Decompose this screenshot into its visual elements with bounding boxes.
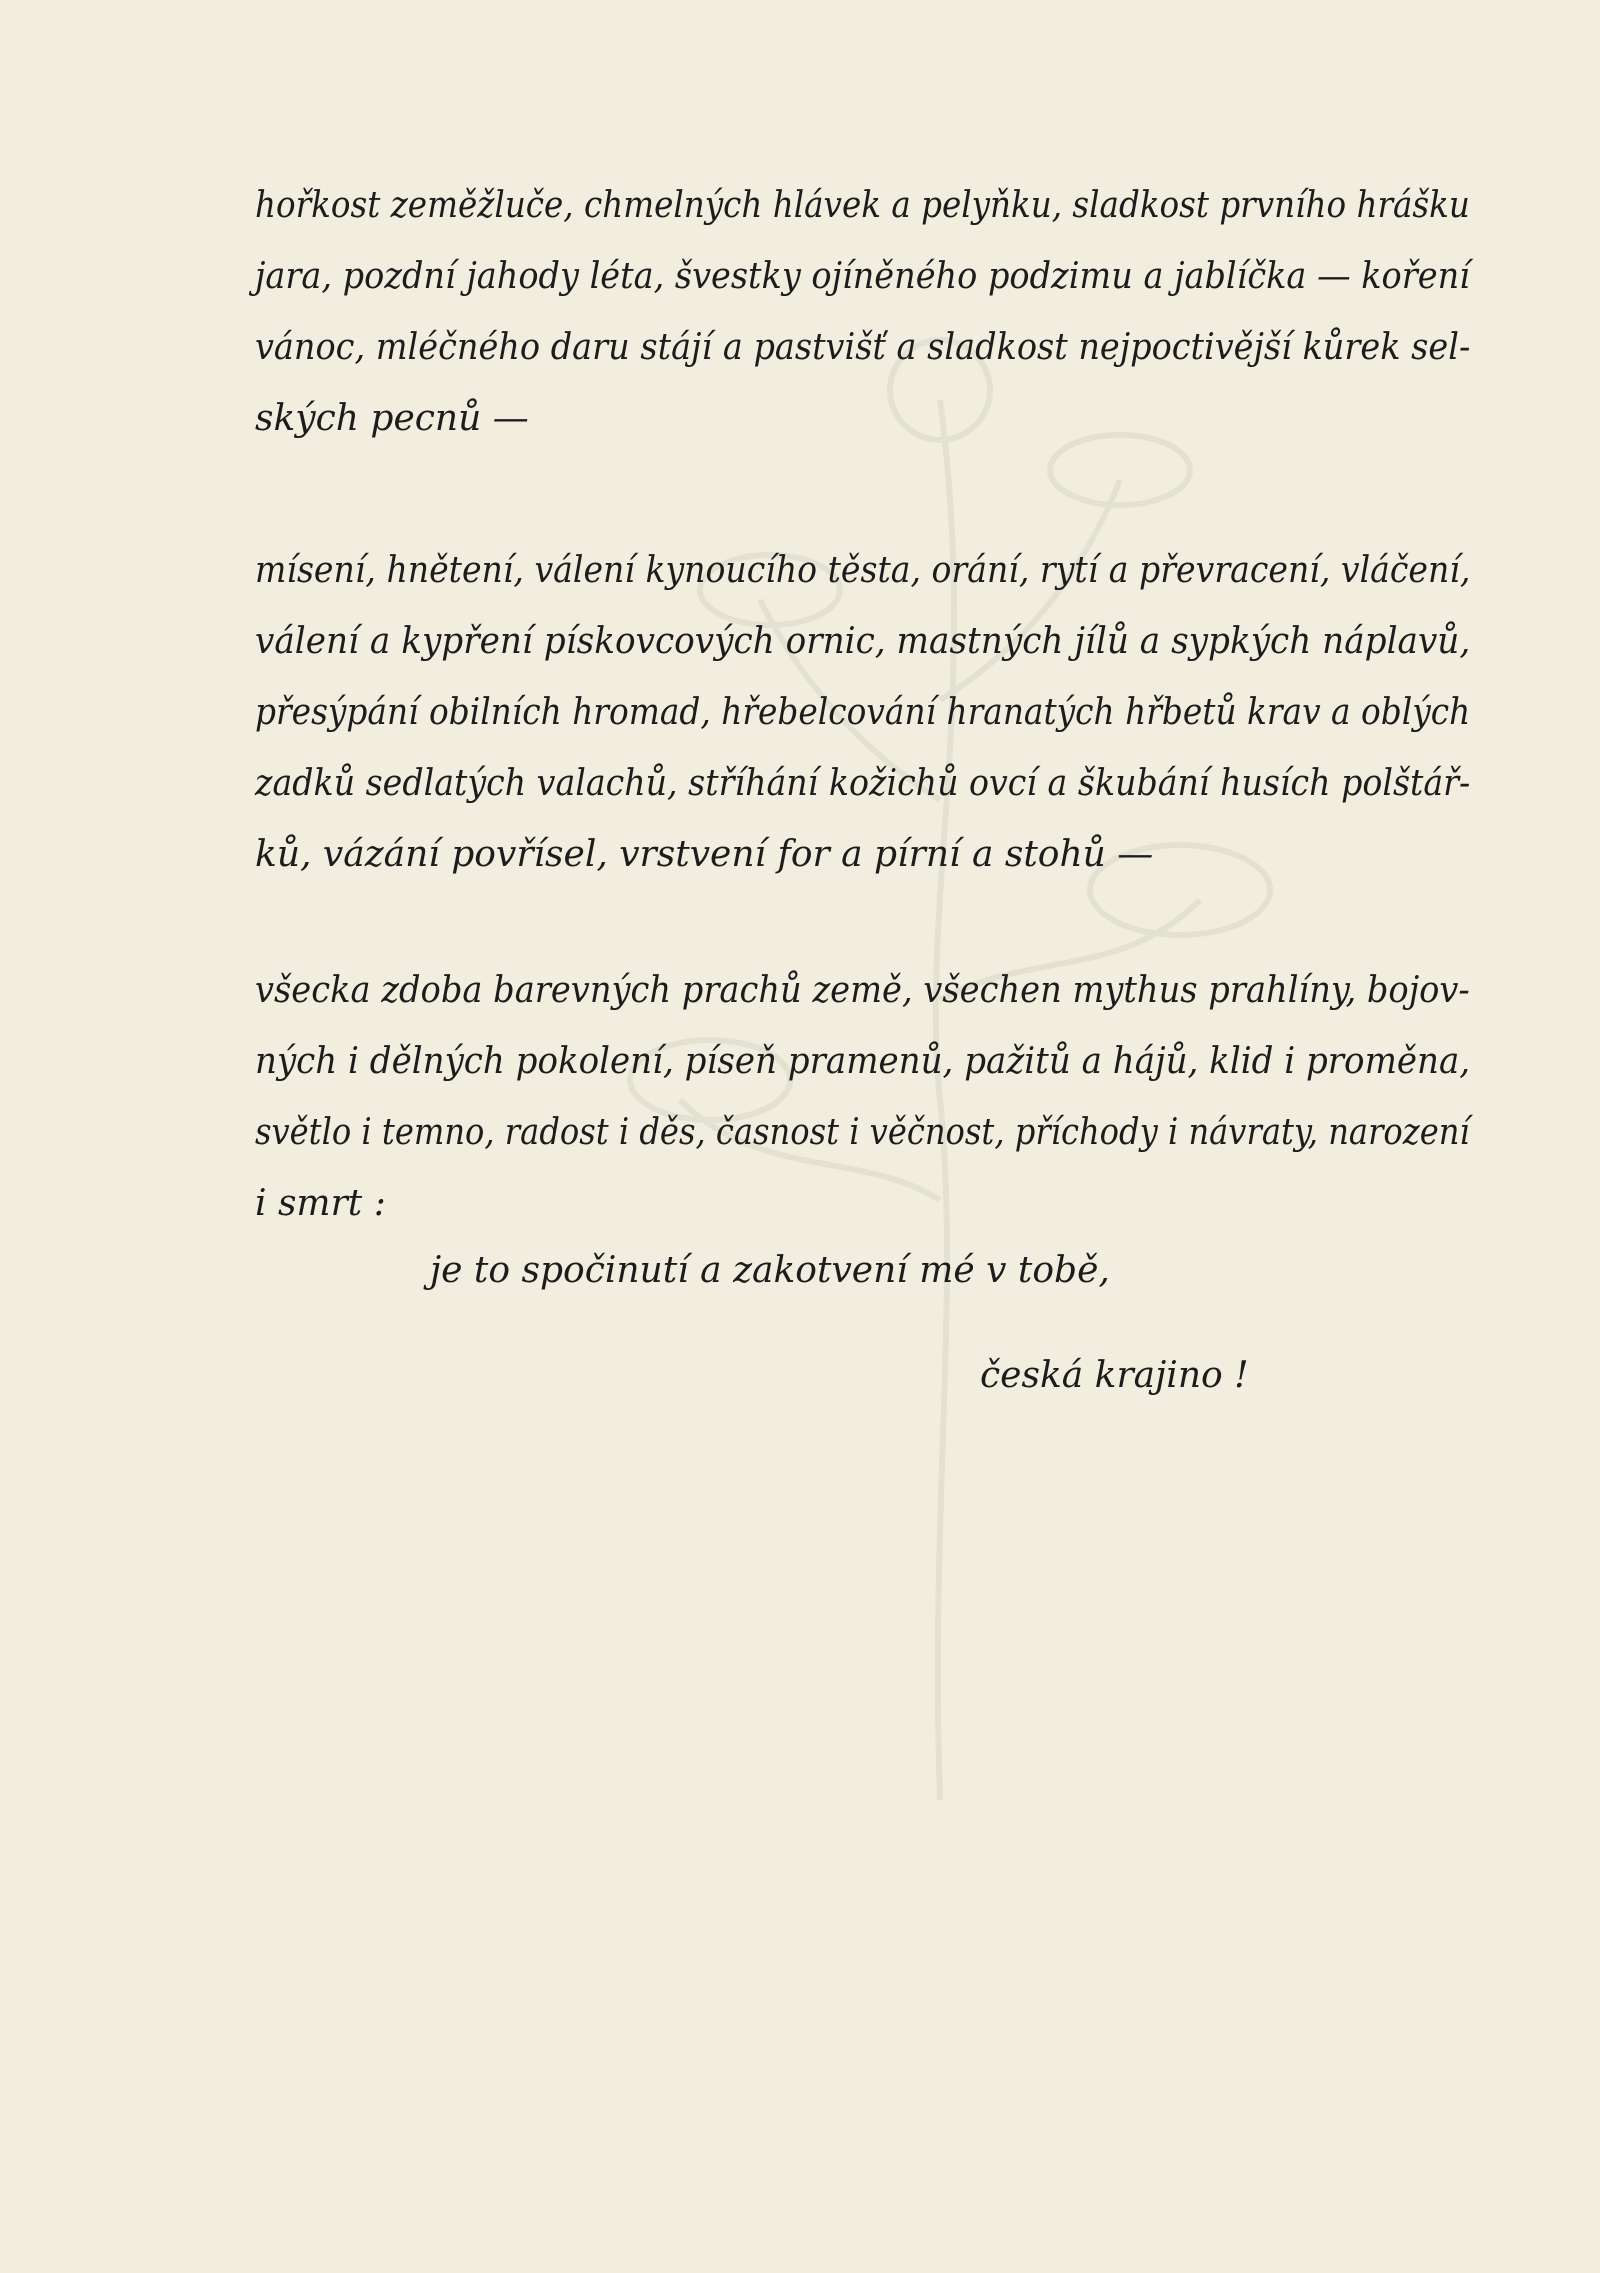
stanza-1-line-3: vánoc, mléčného daru stájí a pastvišť a sladkost nejpoctivější kůrek sel- <box>255 327 1471 368</box>
stanza-3-line-3: světlo i temno, radost i děs, časnost i věčnost, příchody i návraty, narození <box>255 1112 1470 1153</box>
stanza-2-line-4: zadků sedlatých valachů, stříhání kožichů ovcí a škubání husích polštář- <box>255 763 1471 804</box>
stanza-3-line-1: všecka zdoba barevných prachů země, všechen mythus prahlíny, bojov- <box>255 970 1470 1011</box>
stanza-1-line-4: ských pecnů — <box>255 398 529 439</box>
stanza-1-line-2: jara, pozdní jahody léta, švestky ojíněného podzimu a jablíčka — koření <box>255 256 1470 297</box>
stanza-2-line-3: přesýpání obilních hromad, hřebelcování hranatých hřbetů krav a oblých <box>255 692 1471 733</box>
stanza-2 <box>255 535 1470 890</box>
stanza-1 <box>255 170 1470 454</box>
stanza-2-line-2: válení a kypření pískovcových ornic, mastných jílů a sypkých náplavů, <box>255 621 1471 662</box>
closing-line: je to spočinutí a zakotvení mé v tobě, <box>430 1250 1110 1291</box>
stanza-1-line-1: hořkost zeměžluče, chmelných hlávek a pelyňku, sladkost prvního hrášku <box>255 185 1470 226</box>
stanza-3-line-4: i smrt : <box>255 1183 386 1224</box>
stanza-3-line-2: ných i dělných pokolení, píseň pramenů, pažitů a hájů, klid i proměna, <box>255 1041 1471 1082</box>
signature-line: česká krajino ! <box>980 1355 1249 1396</box>
stanza-2-line-5: ků, vázání povřísel, vrstvení for a pírní a stohů — <box>255 834 1154 875</box>
stanza-3 <box>255 955 1470 1239</box>
stanza-2-line-1: mísení, hnětení, válení kynoucího těsta, orání, rytí a převracení, vláčení, <box>255 550 1471 591</box>
